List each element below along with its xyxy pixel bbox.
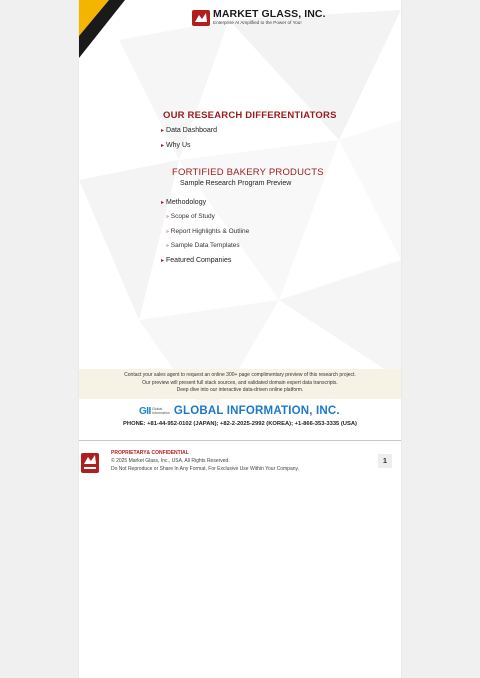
brand-name: MARKET GLASS, INC. bbox=[213, 8, 326, 20]
market-glass-logo bbox=[192, 9, 326, 26]
phone-numbers: PHONE: +81-44-952-0102 (JAPAN); +82-2-2025-2992 (KOREA); +1-866-353-3335 (USA) bbox=[123, 421, 357, 427]
gii-company-name: GLOBAL INFORMATION, INC. bbox=[173, 405, 340, 417]
contact-line-1: Contact your sales agent to request an online 300+ page complimentary preview of this research project. bbox=[124, 372, 356, 378]
report-title: FORTIFIED BAKERY PRODUCTS bbox=[172, 167, 324, 178]
bullet-triangle-icon: ▸ bbox=[161, 200, 165, 206]
copyright-text: © 2025 Market Glass, Inc., USA, All Rights Reserved. bbox=[111, 458, 230, 464]
link-data-dashboard[interactable] bbox=[161, 127, 217, 134]
link-methodology[interactable] bbox=[161, 199, 206, 206]
brand-tagline: Enterprise AI Amplified to the Power of You! bbox=[213, 20, 302, 25]
contact-line-3: Deep dive into our interactive data-driven online platform. bbox=[176, 387, 304, 393]
bullet-triangle-icon: ▸ bbox=[161, 128, 165, 134]
reproduction-notice: Do Not Reproduce or Share In Any Format, For Exclusive Use Within Your Company. bbox=[111, 465, 300, 472]
double-chevron-icon: » bbox=[166, 213, 169, 220]
link-sample-data-templates[interactable] bbox=[166, 242, 240, 249]
market-glass-logo-icon bbox=[192, 10, 210, 26]
proprietary-label: PROPRIETARY& CONFIDENTIAL bbox=[111, 450, 189, 456]
link-sample-data-templates-label: Sample Data Templates bbox=[170, 242, 240, 249]
bullet-triangle-icon: ▸ bbox=[161, 143, 165, 149]
corner-stripe-decoration bbox=[79, 0, 139, 70]
gii-small-line-1: Global bbox=[151, 407, 163, 411]
footer-logo-icon bbox=[81, 453, 99, 473]
link-scope-of-study-label: Scope of Study bbox=[170, 213, 215, 220]
footer-divider bbox=[79, 440, 401, 441]
link-featured-companies[interactable] bbox=[161, 257, 231, 264]
bullet-triangle-icon: ▸ bbox=[161, 258, 165, 264]
differentiators-heading: OUR RESEARCH DIFFERENTIATORS bbox=[163, 110, 337, 121]
contact-callout bbox=[79, 369, 401, 399]
link-why-us-label: Why Us bbox=[166, 142, 191, 149]
link-methodology-label: Methodology bbox=[166, 199, 207, 206]
link-why-us[interactable] bbox=[161, 142, 191, 149]
link-featured-companies-label: Featured Companies bbox=[166, 257, 232, 264]
contact-line-2: Our preview will present full stack sources, and validated domain expert data transcripts. bbox=[142, 379, 338, 386]
document-page bbox=[79, 0, 401, 678]
gii-logo bbox=[139, 405, 340, 417]
link-report-highlights[interactable] bbox=[166, 228, 249, 235]
report-subtitle: Sample Research Program Preview bbox=[180, 180, 292, 187]
gii-logo-mark: GII bbox=[139, 405, 151, 417]
link-report-highlights-label: Report Highlights & Outline bbox=[170, 228, 250, 235]
gii-small-line-2: Information bbox=[151, 411, 170, 415]
double-chevron-icon: » bbox=[166, 242, 169, 249]
link-data-dashboard-label: Data Dashboard bbox=[166, 127, 217, 134]
page-number: 1 bbox=[378, 454, 392, 468]
double-chevron-icon: » bbox=[166, 228, 169, 235]
link-scope-of-study[interactable] bbox=[166, 213, 215, 220]
